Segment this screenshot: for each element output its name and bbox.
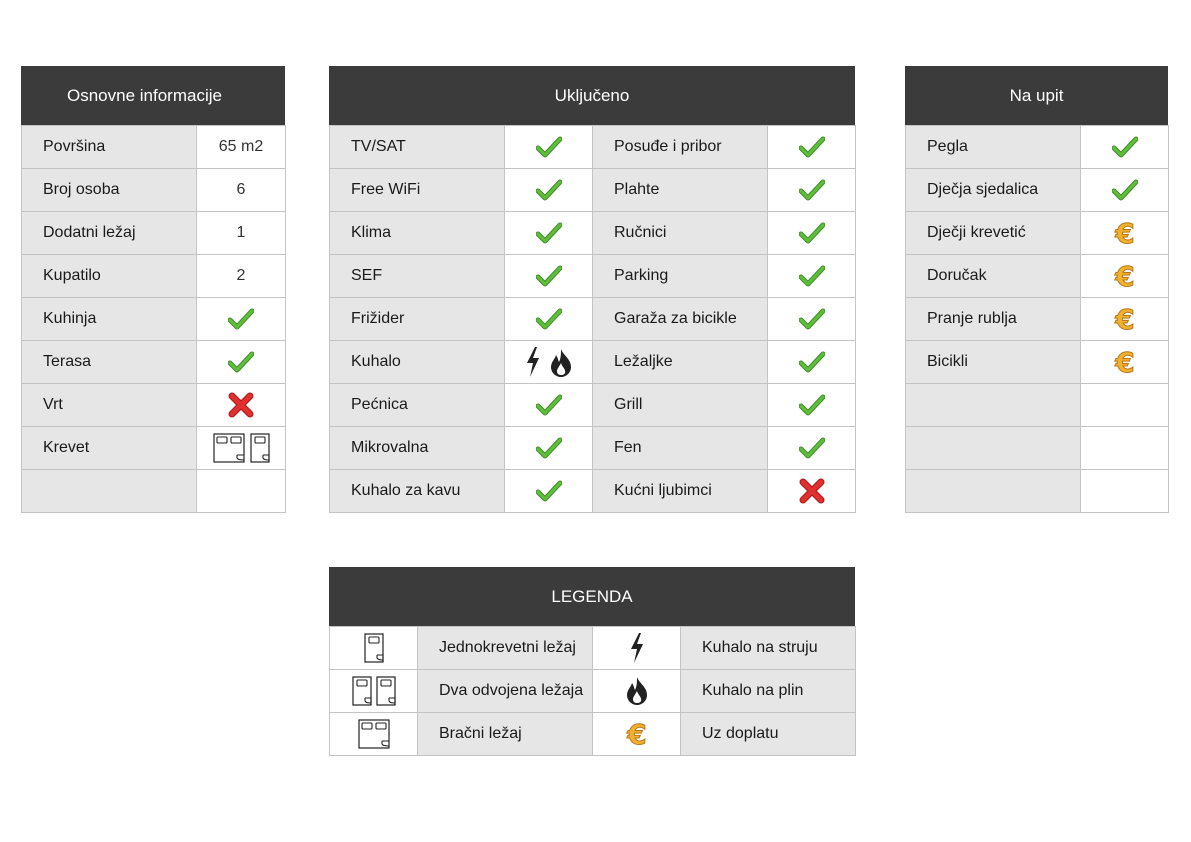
table-row [906, 126, 1169, 169]
row-label: Parking [593, 255, 768, 298]
row-label: Fen [593, 427, 768, 470]
check-icon [799, 394, 825, 416]
row-value-icon [505, 341, 593, 384]
row-value-icon [1081, 470, 1169, 513]
row-label: Dodatni ležaj [22, 212, 197, 255]
on-request-table [905, 125, 1169, 513]
row-value-icon [505, 169, 593, 212]
row-label: Garaža za bicikle [593, 298, 768, 341]
table-row [330, 298, 856, 341]
row-label: Kuhalo na struju [681, 627, 856, 670]
row-value-icon [768, 298, 856, 341]
row-label: Ručnici [593, 212, 768, 255]
table-row [906, 298, 1169, 341]
check-icon [799, 222, 825, 244]
included-table [329, 125, 856, 513]
check-icon [536, 437, 562, 459]
row-value-icon [768, 169, 856, 212]
table-row [330, 212, 856, 255]
row-label: Doručak [906, 255, 1081, 298]
table-row [906, 427, 1169, 470]
euro-icon [624, 719, 650, 749]
svg-text:€: € [626, 719, 647, 749]
table-row [906, 384, 1169, 427]
svg-text:€: € [1114, 304, 1135, 334]
row-label [906, 384, 1081, 427]
table-row [906, 255, 1169, 298]
row-value-icon [1081, 298, 1169, 341]
double-bed-icon [358, 719, 390, 749]
row-label: Klima [330, 212, 505, 255]
row-label [22, 470, 197, 513]
row-value-icon [505, 298, 593, 341]
check-icon [228, 351, 254, 373]
row-label: TV/SAT [330, 126, 505, 169]
row-label [906, 427, 1081, 470]
check-icon [1112, 179, 1138, 201]
row-label: Bicikli [906, 341, 1081, 384]
table-row [22, 427, 286, 470]
row-value-icon [197, 298, 286, 341]
check-icon [799, 136, 825, 158]
row-value-icon [768, 384, 856, 427]
basic-info-title: Osnovne informacije [21, 66, 285, 125]
table-row [330, 427, 856, 470]
legend-symbol [593, 670, 681, 713]
table-row [22, 126, 286, 169]
table-row [22, 384, 286, 427]
table-row [906, 169, 1169, 212]
row-label: Grill [593, 384, 768, 427]
check-icon [536, 222, 562, 244]
check-icon [536, 136, 562, 158]
row-label: Bračni ležaj [418, 713, 593, 756]
included-panel [329, 66, 855, 513]
euro-icon [1112, 304, 1138, 334]
table-row [330, 384, 856, 427]
row-value: 1 [197, 212, 286, 255]
legend-symbol [330, 670, 418, 713]
row-label: Krevet [22, 427, 197, 470]
row-label: Kuhalo [330, 341, 505, 384]
legend-symbol [330, 713, 418, 756]
row-value-icon [1081, 255, 1169, 298]
row-value-icon [197, 384, 286, 427]
included-title: Uključeno [329, 66, 855, 125]
row-label: Plahte [593, 169, 768, 212]
table-row [330, 169, 856, 212]
check-icon [799, 437, 825, 459]
row-value-icon [768, 427, 856, 470]
row-label: Frižider [330, 298, 505, 341]
lightning-icon [629, 632, 645, 664]
row-value-icon [768, 341, 856, 384]
check-icon [1112, 136, 1138, 158]
row-label: Pećnica [330, 384, 505, 427]
row-label: Pranje rublja [906, 298, 1081, 341]
row-label: Dječja sjedalica [906, 169, 1081, 212]
row-label: Broj osoba [22, 169, 197, 212]
table-row [330, 255, 856, 298]
cross-icon [228, 392, 254, 418]
row-label: Jednokrevetni ležaj [418, 627, 593, 670]
legend-symbol [330, 627, 418, 670]
row-value-icon [197, 427, 286, 470]
row-value-icon [768, 212, 856, 255]
table-row [22, 169, 286, 212]
legend-row [330, 627, 856, 670]
row-label: Vrt [22, 384, 197, 427]
check-icon [799, 265, 825, 287]
row-value-icon [1081, 341, 1169, 384]
euro-icon [1112, 218, 1138, 248]
row-value-icon [197, 341, 286, 384]
row-label: Pegla [906, 126, 1081, 169]
row-label: Kuhalo na plin [681, 670, 856, 713]
row-value-icon [768, 470, 856, 513]
table-row [906, 341, 1169, 384]
check-icon [799, 308, 825, 330]
table-row [22, 341, 286, 384]
table-row [22, 212, 286, 255]
legend-symbol [593, 627, 681, 670]
table-row [22, 255, 286, 298]
row-label: Površina [22, 126, 197, 169]
row-value-icon [505, 427, 593, 470]
two-single-beds-icon [352, 676, 396, 706]
single-bed-icon [364, 633, 384, 663]
svg-text:€: € [1114, 218, 1135, 248]
row-value-icon [768, 126, 856, 169]
table-row [330, 126, 856, 169]
row-label: Kuhalo za kavu [330, 470, 505, 513]
row-value-icon [1081, 126, 1169, 169]
row-value: 65 m2 [197, 126, 286, 169]
check-icon [536, 480, 562, 502]
euro-icon [1112, 347, 1138, 377]
legend-row [330, 713, 856, 756]
legend-table [329, 626, 856, 756]
legend-row [330, 670, 856, 713]
check-icon [536, 308, 562, 330]
row-value-icon [505, 255, 593, 298]
row-label: Ležaljke [593, 341, 768, 384]
row-label: Kuhinja [22, 298, 197, 341]
row-value [197, 470, 286, 513]
row-value-icon [1081, 169, 1169, 212]
check-icon [536, 265, 562, 287]
electric-and-gas-icon [525, 346, 573, 378]
basic-info-panel [21, 66, 285, 513]
row-label: Dječji krevetić [906, 212, 1081, 255]
flame-icon [625, 676, 649, 706]
table-row [906, 470, 1169, 513]
row-label: Dva odvojena ležaja [418, 670, 593, 713]
row-value-icon [505, 126, 593, 169]
check-icon [536, 394, 562, 416]
row-value: 6 [197, 169, 286, 212]
legend-panel [329, 567, 855, 756]
row-label: Kupatilo [22, 255, 197, 298]
legend-symbol [593, 713, 681, 756]
row-label: Free WiFi [330, 169, 505, 212]
check-icon [536, 179, 562, 201]
legend-title: LEGENDA [329, 567, 855, 626]
row-value: 2 [197, 255, 286, 298]
row-label [906, 470, 1081, 513]
row-value-icon [505, 212, 593, 255]
row-value-icon [505, 384, 593, 427]
table-row [330, 470, 856, 513]
row-value-icon [1081, 384, 1169, 427]
row-label: Mikrovalna [330, 427, 505, 470]
table-row [22, 470, 286, 513]
row-label: Posuđe i pribor [593, 126, 768, 169]
table-row [22, 298, 286, 341]
row-label: Kućni ljubimci [593, 470, 768, 513]
row-label: SEF [330, 255, 505, 298]
on-request-title: Na upit [905, 66, 1168, 125]
row-label: Terasa [22, 341, 197, 384]
svg-text:€: € [1114, 261, 1135, 291]
on-request-panel [905, 66, 1168, 513]
row-value-icon [1081, 212, 1169, 255]
check-icon [228, 308, 254, 330]
row-value-icon [1081, 427, 1169, 470]
svg-text:€: € [1114, 347, 1135, 377]
check-icon [799, 351, 825, 373]
basic-info-table [21, 125, 286, 513]
check-icon [799, 179, 825, 201]
row-value-icon [768, 255, 856, 298]
double-and-single-bed-icon [213, 433, 270, 463]
euro-icon [1112, 261, 1138, 291]
table-row [330, 341, 856, 384]
cross-icon [799, 478, 825, 504]
row-value-icon [505, 470, 593, 513]
table-row [906, 212, 1169, 255]
row-label: Uz doplatu [681, 713, 856, 756]
